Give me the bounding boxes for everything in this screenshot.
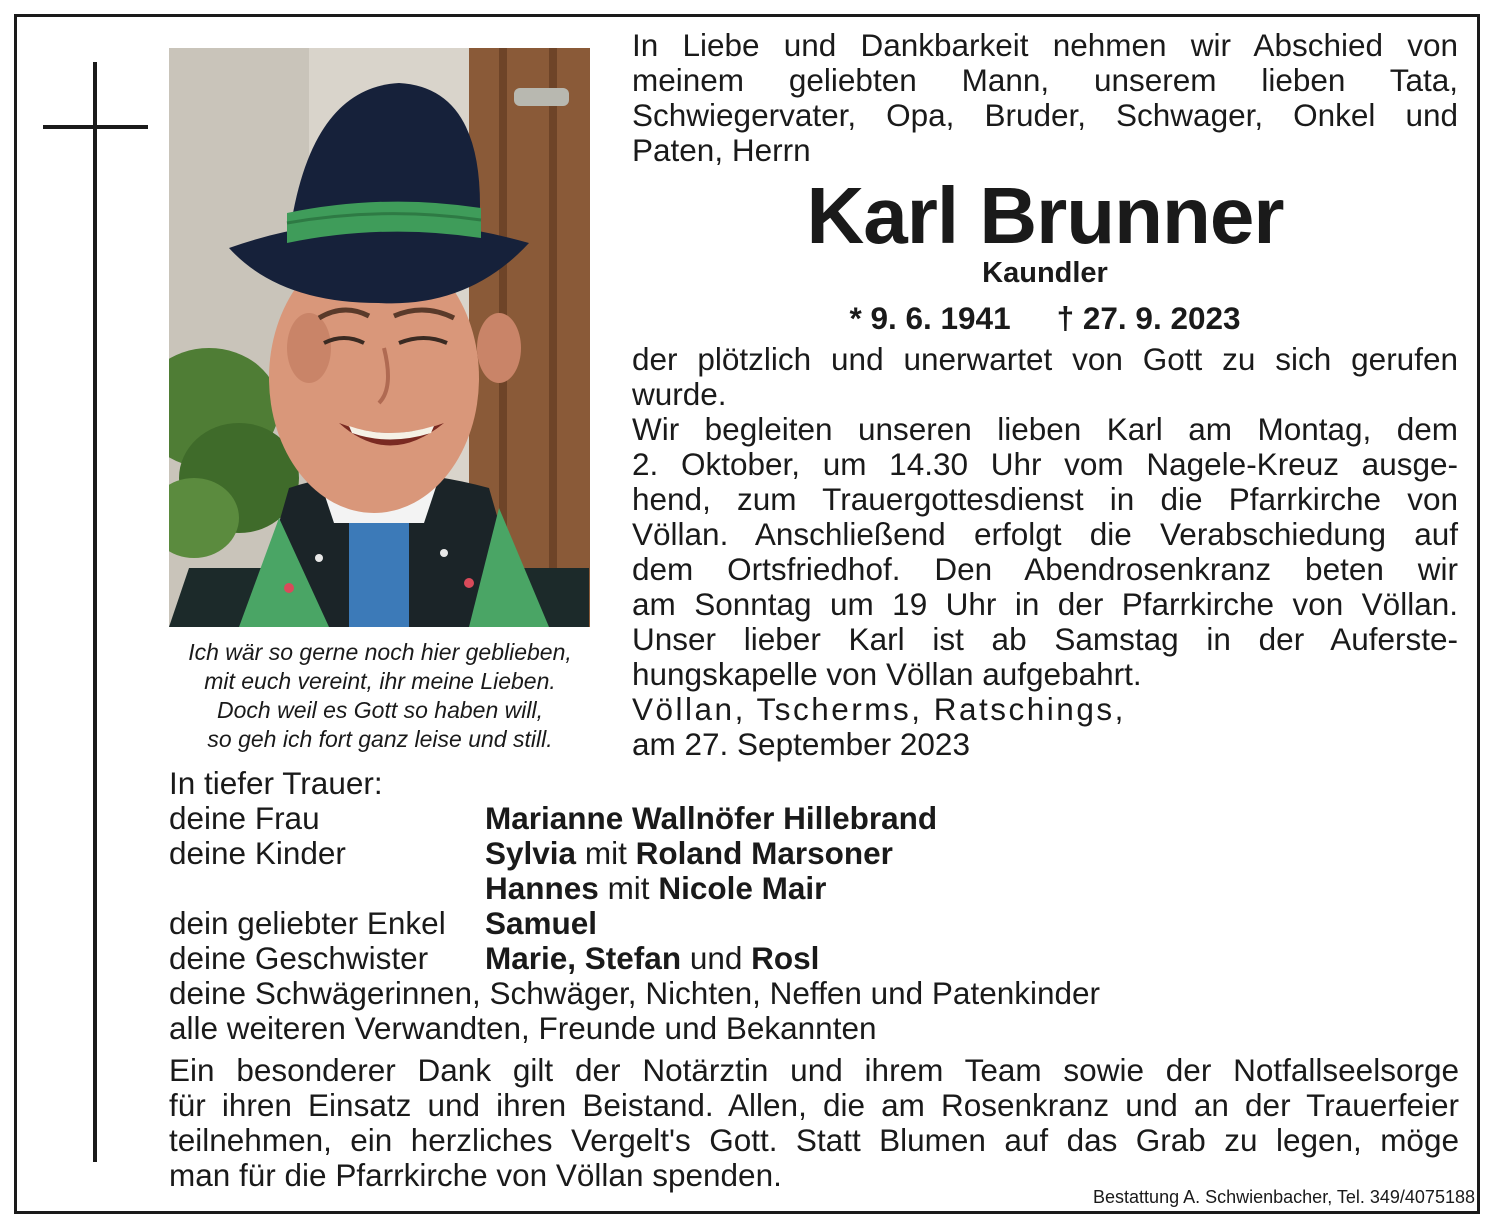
birth-date: * 9. 6. 1941 [849,300,1011,336]
mourner-name: Roland Marsoner [635,835,893,871]
deceased-epithet: Kaundler [982,257,1108,289]
extra-mourners-line: alle weiteren Verwandten, Freunde und Bekannten [169,1010,877,1046]
mourner-row [169,871,1100,906]
place-line: Völlan, Tscherms, Ratschings, [632,691,1126,727]
portrait-illustration [169,48,590,627]
connector-word: und [689,940,743,976]
portrait-photo [169,48,590,627]
poem-line: mit euch vereint, ihr meine Lieben. [204,668,556,694]
cross-icon [93,62,97,1162]
death-date: † 27. 9. 2023 [1056,300,1241,336]
mourner-row [169,836,1100,871]
mourner-name: Sylvia [485,835,577,871]
extra-mourners-line: deine Schwägerinnen, Schwäger, Nichten, Neffen und Patenkinder [169,975,1101,1011]
relation-label [169,871,485,906]
intro-line: Paten, Herrn [632,132,811,168]
relation-label: dein geliebter Enkel [169,905,446,941]
body-line: der plötzlich und unerwartet von Gott zu sich gerufen [632,341,1458,377]
connector-word: mit [607,870,650,906]
body-line: 2. Oktober, um 14.30 Uhr vom Nagele-Kreuz ausge- [632,446,1458,482]
mourner-name: Marianne Wallnöfer Hillebrand [485,800,938,836]
mourner-row [169,801,1100,836]
thanks-line: teilnehmen, ein herzliches Vergelt's Gott. Statt Blumen auf das Grab zu legen, möge [169,1122,1459,1158]
mourner-name: Rosl [751,940,820,976]
thanks-line: für ihren Einsatz und ihren Beistand. Allen, die am Rosenkranz und an der Trauerfeier [169,1087,1459,1123]
cross-icon-bar [43,125,148,129]
body-line: wurde. [632,376,727,412]
body-line: Wir begleiten unseren lieben Karl am Montag, dem [632,411,1458,447]
date-line: am 27. September 2023 [632,726,970,762]
funeral-details [632,342,1458,762]
intro-line: In Liebe und Dankbarkeit nehmen wir Abschied von [632,27,1458,63]
poem-line: Doch weil es Gott so haben will, [217,697,543,723]
body-line: hend, zum Trauergottesdienst in die Pfarrkirche von [632,481,1458,517]
mourner-name: Samuel [485,905,598,941]
relation-label: deine Geschwister [169,940,429,976]
intro-line: meinem geliebten Mann, unserem lieben Tata, [632,62,1458,98]
body-line: am Sonntag um 19 Uhr in der Pfarrkirche von Völlan. [632,586,1458,622]
connector-word: mit [584,835,627,871]
mourner-name: Nicole Mair [658,870,827,906]
mourners-heading: In tiefer Trauer: [169,765,383,801]
funeral-home-credit: Bestattung A. Schwienbacher, Tel. 349/4075188 [1093,1187,1475,1207]
poem-line: so geh ich fort ganz leise und still. [207,726,553,752]
body-line: hungskapelle von Völlan aufgebahrt. [632,656,1142,692]
body-line: dem Ortsfriedhof. Den Abendrosenkranz beten wir [632,551,1458,587]
thanks-line: Ein besonderer Dank gilt der Notärztin und ihrem Team sowie der Notfallseelsorge [169,1052,1459,1088]
relation-label: deine Frau [169,800,320,836]
life-dates [632,299,1458,337]
intro-line: Schwiegervater, Opa, Bruder, Schwager, Onkel und [632,97,1458,133]
mourner-name: Hannes [485,870,599,906]
body-line: Völlan. Anschließend erfolgt die Verabschiedung auf [632,516,1458,552]
mourner-row [169,941,1100,976]
mourners-list [169,766,1100,1046]
thanks-paragraph [169,1053,1459,1193]
poem [150,638,610,754]
body-line: Unser lieber Karl ist ab Samstag in der Auferste- [632,621,1458,657]
mourner-row [169,906,1100,941]
mourner-name: Marie, Stefan [485,940,682,976]
poem-line: Ich wär so gerne noch hier geblieben, [188,639,572,665]
intro-paragraph [632,28,1458,168]
relation-label: deine Kinder [169,835,346,871]
thanks-line: man für die Pfarrkirche von Völlan spenden. [169,1157,782,1193]
deceased-name: Karl Brunner [806,171,1284,260]
